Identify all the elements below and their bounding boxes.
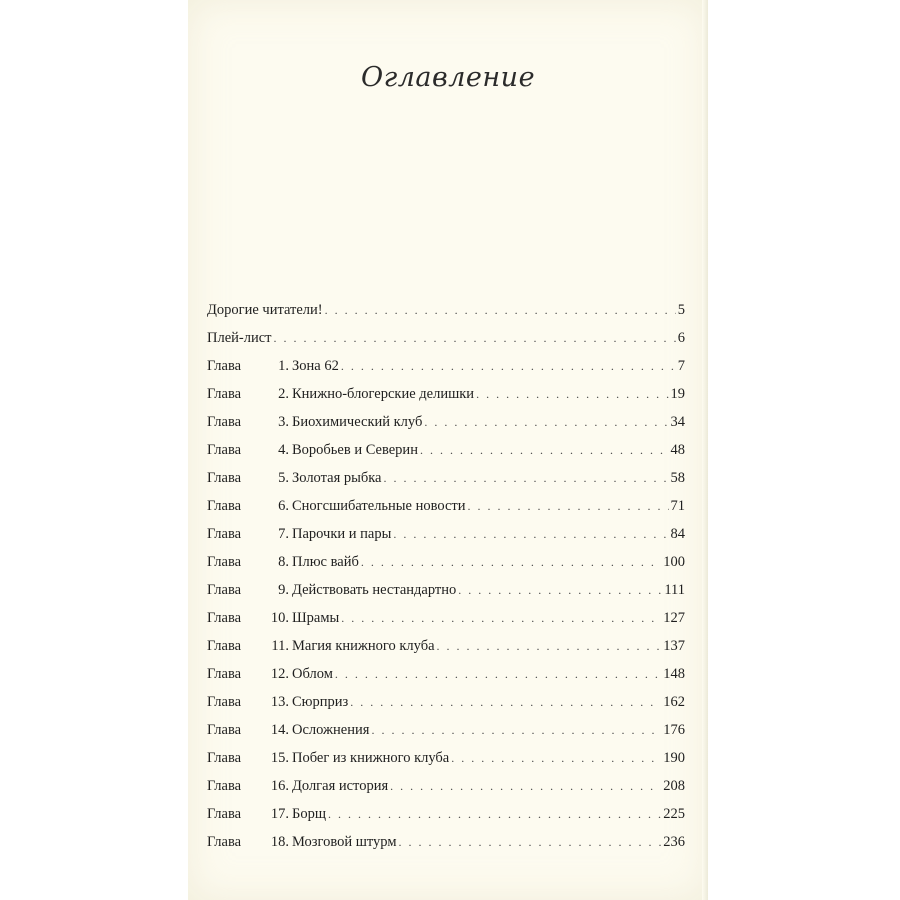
toc-entry-number: 1. (278, 358, 289, 374)
toc-entry-number: 10. (270, 610, 289, 626)
toc-entry (207, 408, 685, 436)
toc-entry (207, 688, 685, 716)
dot-leader (371, 716, 661, 744)
toc-entry-prefix: Глава (207, 778, 242, 794)
toc-entry-prefix: Глава (207, 414, 242, 430)
toc-entry-title: Плюс вайб (292, 554, 359, 570)
toc-entry-prefix: Глава (207, 386, 242, 402)
toc-entry-prefix: Глава (207, 526, 242, 542)
toc-entry-prefix: Глава (207, 750, 242, 766)
toc-entry-number: 6. (278, 498, 289, 514)
toc-entry-page-number: 208 (663, 778, 685, 794)
dot-leader (420, 436, 669, 464)
dot-leader (390, 772, 661, 800)
toc-entry (207, 324, 685, 352)
toc-entry (207, 548, 685, 576)
toc-entry-title: Мозговой штурм (292, 834, 397, 850)
dot-leader (458, 576, 662, 604)
toc-entry-page-number: 5 (677, 302, 685, 318)
toc-entry (207, 660, 685, 688)
toc-entry-number: 11. (271, 638, 289, 654)
toc-entry-page-number: 225 (663, 806, 685, 822)
toc-entry-page-number: 48 (670, 442, 685, 458)
toc-entry-number: 5. (278, 470, 289, 486)
book-page (188, 0, 708, 900)
toc-entry-title: Сюрприз (292, 694, 349, 710)
toc-entry-prefix: Глава (207, 834, 242, 850)
toc-entry-prefix: Глава (207, 470, 242, 486)
toc-entry (207, 604, 685, 632)
toc-entry-title: Осложнения (292, 722, 370, 738)
dot-leader (335, 660, 661, 688)
toc-entry-number: 8. (278, 554, 289, 570)
dot-leader (476, 380, 668, 408)
toc-entry-page-number: 162 (663, 694, 685, 710)
toc-entry-number: 13. (270, 694, 289, 710)
toc-entry-number: 15. (270, 750, 289, 766)
toc-entry-title: Действовать нестандартно (292, 582, 457, 598)
toc-entry-page-number: 236 (663, 834, 685, 850)
toc-entry-prefix: Глава (207, 694, 242, 710)
toc-entry-number: 16. (270, 778, 289, 794)
toc-entry-title: Плей-лист (207, 330, 272, 346)
toc-entry-number: 17. (270, 806, 289, 822)
toc-entry-number: 14. (270, 722, 289, 738)
toc-entry-title: Облом (292, 666, 333, 682)
toc-entry (207, 772, 685, 800)
toc-entry-title: Парочки и пары (292, 526, 392, 542)
toc-entry (207, 716, 685, 744)
toc-entry-page-number: 111 (664, 582, 685, 598)
dot-leader (468, 492, 669, 520)
toc-entry-prefix: Глава (207, 498, 242, 514)
toc-entry-title: Золотая рыбка (292, 470, 382, 486)
toc-entry-title: Сногсшибательные новости (292, 498, 466, 514)
toc-entry-title: Биохимический клуб (292, 414, 423, 430)
toc-entry-title: Шрамы (292, 610, 340, 626)
toc-entry-page-number: 190 (663, 750, 685, 766)
dot-leader (328, 800, 661, 828)
dot-leader (393, 520, 668, 548)
toc-entry-number: 18. (270, 834, 289, 850)
page-edge-shading (702, 0, 708, 900)
table-of-contents (207, 296, 685, 856)
toc-entry-page-number: 71 (670, 498, 685, 514)
toc-entry (207, 436, 685, 464)
toc-entry-title: Воробьев и Северин (292, 442, 418, 458)
toc-entry (207, 576, 685, 604)
toc-entry (207, 464, 685, 492)
toc-entry-prefix: Глава (207, 806, 242, 822)
toc-entry-page-number: 84 (670, 526, 685, 542)
toc-entry-page-number: 34 (670, 414, 685, 430)
toc-entry-page-number: 6 (677, 330, 685, 346)
toc-entry-number: 9. (278, 582, 289, 598)
toc-entry-title: Побег из книжного клуба (292, 750, 450, 766)
toc-entry-prefix: Глава (207, 554, 242, 570)
toc-entry-title: Магия книжного клуба (292, 638, 435, 654)
toc-entry-number: 4. (278, 442, 289, 458)
toc-entry-prefix: Глава (207, 638, 242, 654)
toc-entry-number: 12. (270, 666, 289, 682)
toc-entry-title: Долгая история (292, 778, 389, 794)
toc-entry (207, 632, 685, 660)
toc-entry-page-number: 100 (663, 554, 685, 570)
toc-entry-prefix: Глава (207, 358, 242, 374)
toc-entry-page-number: 137 (663, 638, 685, 654)
toc-entry-page-number: 19 (670, 386, 685, 402)
toc-entry (207, 828, 685, 856)
toc-entry-page-number: 7 (677, 358, 685, 374)
toc-entry-page-number: 58 (670, 470, 685, 486)
dot-leader (451, 744, 661, 772)
toc-entry-prefix: Глава (207, 722, 242, 738)
dot-leader (274, 324, 676, 352)
dot-leader (384, 464, 669, 492)
dot-leader (341, 352, 676, 380)
toc-entry (207, 352, 685, 380)
toc-entry-number: 7. (278, 526, 289, 542)
dot-leader (341, 604, 661, 632)
toc-entry-number: 2. (278, 386, 289, 402)
toc-entry-title: Зона 62 (292, 358, 339, 374)
toc-entry-prefix: Глава (207, 582, 242, 598)
toc-entry-number: 3. (278, 414, 289, 430)
dot-leader (325, 296, 676, 324)
toc-entry (207, 380, 685, 408)
toc-entry-prefix: Глава (207, 610, 242, 626)
toc-entry (207, 744, 685, 772)
dot-leader (424, 408, 668, 436)
toc-entry-title: Дорогие читатели! (207, 302, 323, 318)
dot-leader (437, 632, 662, 660)
dot-leader (350, 688, 661, 716)
page-title: Оглавление (360, 62, 536, 93)
toc-entry-page-number: 148 (663, 666, 685, 682)
toc-entry-prefix: Глава (207, 666, 242, 682)
toc-entry (207, 492, 685, 520)
toc-entry (207, 800, 685, 828)
toc-entry (207, 296, 685, 324)
toc-entry (207, 520, 685, 548)
toc-entry-title: Борщ (292, 806, 326, 822)
toc-entry-prefix: Глава (207, 442, 242, 458)
toc-entry-page-number: 176 (663, 722, 685, 738)
toc-entry-title: Книжно-блогерские делишки (292, 386, 475, 402)
toc-entry-page-number: 127 (663, 610, 685, 626)
dot-leader (361, 548, 661, 576)
dot-leader (399, 828, 662, 856)
